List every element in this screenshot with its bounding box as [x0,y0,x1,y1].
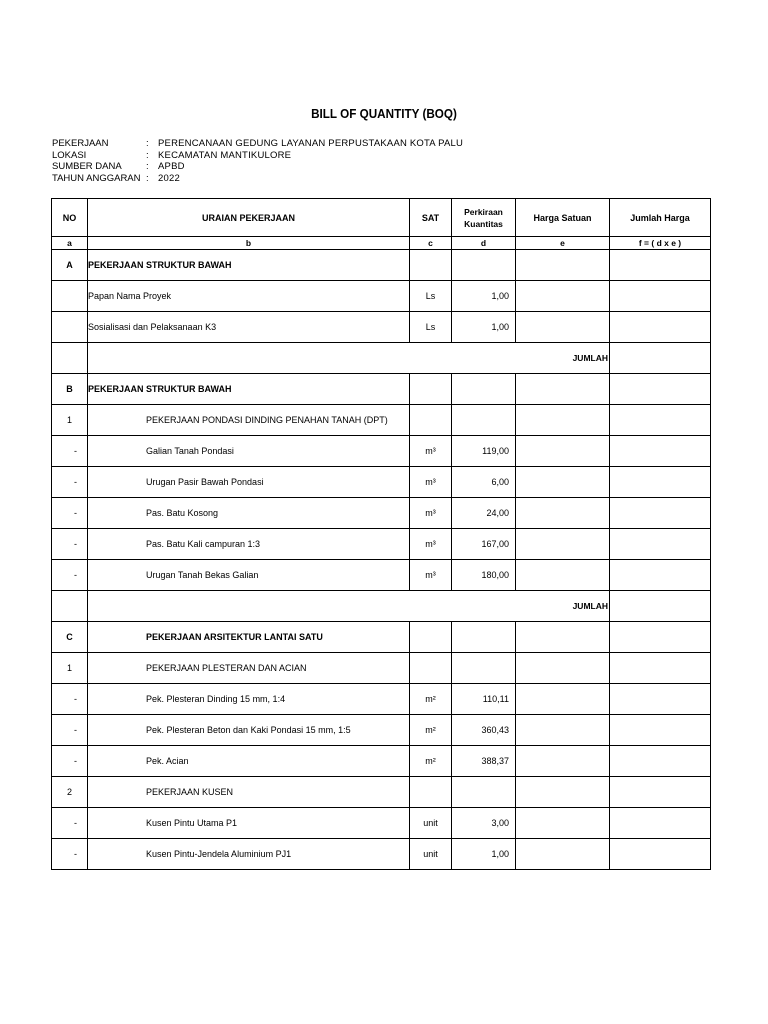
info-label: PEKERJAAN [52,138,109,149]
cell-kuantitas: 180,00 [452,560,516,591]
header-no: NO [52,199,88,237]
cell-harga-satuan [516,808,610,839]
cell-no: 1 [52,405,88,436]
info-colon: : [146,161,149,172]
cell-harga-satuan [516,374,610,405]
cell-harga-satuan [516,405,610,436]
cell-kuantitas [452,374,516,405]
info-value: APBD [158,161,185,172]
cell-kuantitas: 388,37 [452,746,516,777]
cell-jumlah-harga [610,250,711,281]
cell-harga-satuan [516,839,610,870]
cell-kuantitas: 1,00 [452,312,516,343]
item-row [52,746,711,777]
cell-uraian: PEKERJAAN ARSITEKTUR LANTAI SATU [88,622,410,653]
cell-no: - [52,839,88,870]
cell-harga-satuan [516,498,610,529]
cell-uraian: PEKERJAAN KUSEN [88,777,410,808]
cell-no: - [52,529,88,560]
cell-kuantitas [452,405,516,436]
cell-jumlah-harga [610,653,711,684]
letter-e: e [516,237,610,250]
info-label: SUMBER DANA [52,161,122,172]
subsection-row [52,405,711,436]
subtotal-blank [52,591,88,622]
cell-kuantitas: 1,00 [452,839,516,870]
cell-harga-satuan [516,436,610,467]
cell-jumlah-harga [610,498,711,529]
cell-kuantitas [452,622,516,653]
cell-jumlah-harga [610,436,711,467]
item-row [52,498,711,529]
cell-jumlah-harga [610,560,711,591]
letter-b: b [88,237,410,250]
subtotal-label: JUMLAH [88,591,610,622]
cell-uraian: PEKERJAAN PONDASI DINDING PENAHAN TANAH (DPT) [88,405,410,436]
cell-jumlah-harga [610,777,711,808]
cell-jumlah-harga [610,467,711,498]
cell-harga-satuan [516,312,610,343]
cell-sat [410,405,452,436]
cell-uraian: Pas. Batu Kali campuran 1:3 [88,529,410,560]
item-row [52,436,711,467]
cell-harga-satuan [516,684,610,715]
cell-no: - [52,684,88,715]
column-letter-row [52,237,711,250]
cell-jumlah-harga [610,684,711,715]
cell-sat: m³ [410,529,452,560]
cell-kuantitas: 3,00 [452,808,516,839]
cell-kuantitas: 167,00 [452,529,516,560]
item-row [52,715,711,746]
cell-kuantitas: 24,00 [452,498,516,529]
section-row [52,250,711,281]
cell-no: A [52,250,88,281]
cell-no: 2 [52,777,88,808]
cell-kuantitas [452,653,516,684]
letter-c: c [410,237,452,250]
cell-uraian: Sosialisasi dan Pelaksanaan K3 [88,312,410,343]
document-title: BILL OF QUANTITY (BOQ) [311,106,457,121]
item-row [52,684,711,715]
cell-sat: m³ [410,560,452,591]
cell-uraian: Kusen Pintu-Jendela Aluminium PJ1 [88,839,410,870]
cell-uraian: Kusen Pintu Utama P1 [88,808,410,839]
cell-harga-satuan [516,746,610,777]
cell-uraian: Urugan Pasir Bawah Pondasi [88,467,410,498]
item-row [52,808,711,839]
cell-sat: unit [410,839,452,870]
cell-jumlah-harga [610,374,711,405]
item-row [52,839,711,870]
item-row [52,467,711,498]
cell-kuantitas: 6,00 [452,467,516,498]
cell-sat [410,622,452,653]
cell-sat: Ls [410,312,452,343]
cell-no: - [52,808,88,839]
letter-a: a [52,237,88,250]
subtotal-row [52,591,711,622]
info-value: PERENCANAAN GEDUNG LAYANAN PERPUSTAKAAN KOTA PALU [158,138,464,149]
cell-sat [410,653,452,684]
info-label: TAHUN ANGGARAN [52,172,141,184]
cell-sat: m³ [410,436,452,467]
cell-jumlah-harga [610,839,711,870]
cell-no [52,281,88,312]
cell-no: - [52,746,88,777]
cell-sat: Ls [410,281,452,312]
cell-jumlah-harga [610,405,711,436]
cell-harga-satuan [516,467,610,498]
cell-harga-satuan [516,777,610,808]
subsection-row [52,777,711,808]
cell-no [52,312,88,343]
letter-d: d [452,237,516,250]
section-row [52,374,711,405]
cell-kuantitas [452,777,516,808]
cell-sat [410,777,452,808]
header-sat: SAT [410,199,452,237]
cell-harga-satuan [516,529,610,560]
info-value: 2022 [158,172,180,184]
subtotal-blank [52,343,88,374]
cell-jumlah-harga [610,312,711,343]
cell-sat: m³ [410,498,452,529]
item-row [52,281,711,312]
header-kuantitas [452,199,516,237]
item-row [52,560,711,591]
item-row [52,312,711,343]
cell-jumlah-harga [610,746,711,777]
cell-kuantitas [452,250,516,281]
cell-no: - [52,467,88,498]
cell-uraian: Pas. Batu Kosong [88,498,410,529]
cell-no: - [52,715,88,746]
header-harga-satuan: Harga Satuan [516,199,610,237]
info-label: LOKASI [52,149,87,161]
cell-kuantitas: 1,00 [452,281,516,312]
info-value: KECAMATAN MANTIKULORE [158,149,292,161]
cell-harga-satuan [516,622,610,653]
boq-table [51,198,711,870]
cell-uraian: Papan Nama Proyek [88,281,410,312]
header-kuantitas-line1: Perkiraan [464,206,503,217]
cell-sat: m³ [410,467,452,498]
cell-no: - [52,560,88,591]
cell-no: - [52,436,88,467]
cell-kuantitas: 360,43 [452,715,516,746]
cell-no: - [52,498,88,529]
cell-sat [410,250,452,281]
subtotal-amount [610,591,711,622]
info-colon: : [146,138,149,149]
cell-sat: m² [410,684,452,715]
info-colon: : [146,149,149,161]
cell-jumlah-harga [610,529,711,560]
cell-no: C [52,622,88,653]
cell-harga-satuan [516,281,610,312]
letter-f: f = ( d x e ) [610,237,711,250]
cell-uraian: Pek. Plesteran Beton dan Kaki Pondasi 15 mm, 1:5 [88,715,410,746]
header-row [52,199,711,237]
cell-jumlah-harga [610,622,711,653]
subtotal-amount [610,343,711,374]
cell-sat: m² [410,715,452,746]
cell-uraian: Urugan Tanah Bekas Galian [88,560,410,591]
cell-uraian: PEKERJAAN STRUKTUR BAWAH [88,250,410,281]
item-row [52,529,711,560]
cell-sat: unit [410,808,452,839]
header-kuantitas-line2: Kuantitas [464,218,503,229]
subsection-row [52,653,711,684]
subtotal-label: JUMLAH [88,343,610,374]
cell-uraian: PEKERJAAN STRUKTUR BAWAH [88,374,410,405]
cell-sat [410,374,452,405]
header-uraian: URAIAN PEKERJAAN [88,199,410,237]
cell-kuantitas: 119,00 [452,436,516,467]
cell-harga-satuan [516,250,610,281]
cell-sat: m² [410,746,452,777]
info-colon: : [146,172,149,184]
section-row [52,622,711,653]
cell-jumlah-harga [610,281,711,312]
cell-uraian: Galian Tanah Pondasi [88,436,410,467]
cell-kuantitas: 110,11 [452,684,516,715]
cell-uraian: Pek. Plesteran Dinding 15 mm, 1:4 [88,684,410,715]
header-jumlah-harga: Jumlah Harga [610,199,711,237]
cell-jumlah-harga [610,715,711,746]
cell-no: B [52,374,88,405]
cell-jumlah-harga [610,808,711,839]
cell-uraian: Pek. Acian [88,746,410,777]
subtotal-row [52,343,711,374]
cell-harga-satuan [516,653,610,684]
cell-harga-satuan [516,715,610,746]
cell-no: 1 [52,653,88,684]
cell-harga-satuan [516,560,610,591]
cell-uraian: PEKERJAAN PLESTERAN DAN ACIAN [88,653,410,684]
